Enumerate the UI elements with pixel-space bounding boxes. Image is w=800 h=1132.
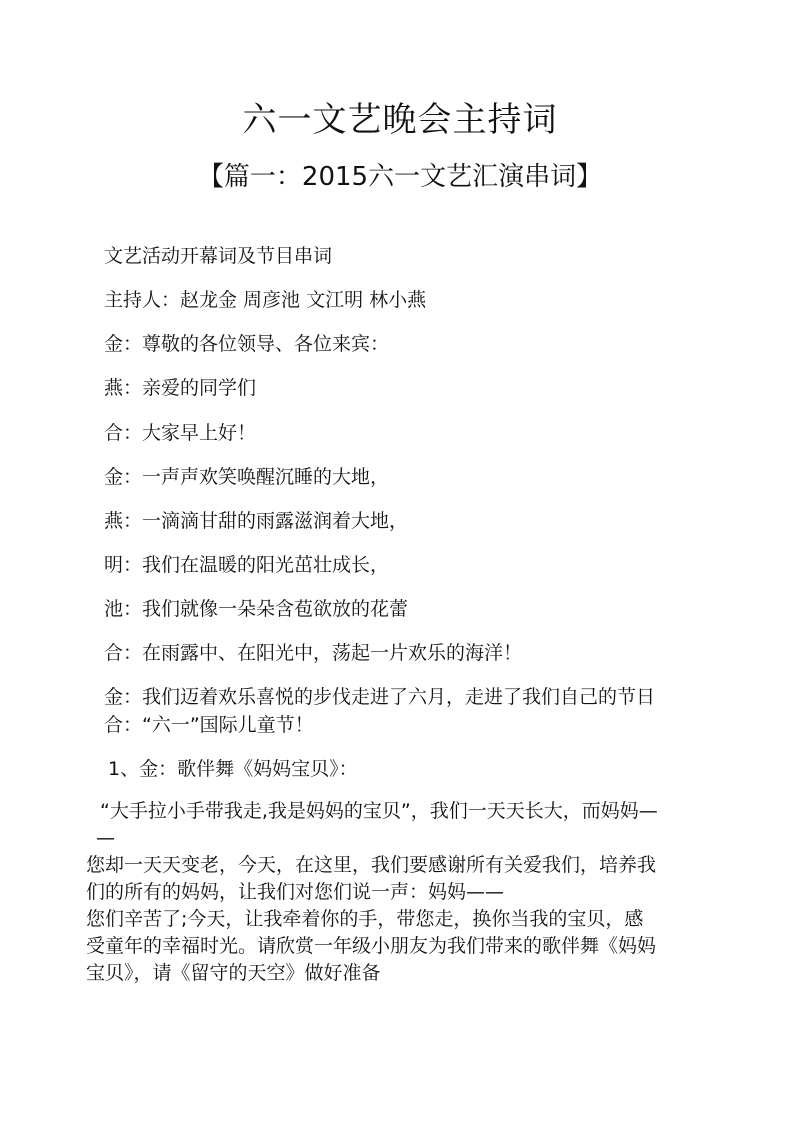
paragraph-line: 受童年的幸福时光。请欣赏一年级小朋友为我们带来的歌伴舞《妈妈	[86, 935, 657, 957]
paragraph-line: “大手拉小手带我走,我是妈妈的宝贝”，我们一天天长大，而妈妈—	[100, 800, 658, 822]
text-line: 金：一声声欢笑唤醒沉睡的大地，	[104, 466, 390, 488]
text-line: 金：我们迈着欢乐喜悦的步伐走进了六月，走进了我们自己的节日	[104, 686, 656, 708]
paragraph-line: —	[96, 827, 115, 849]
document-subtitle: 【篇一：2015六一文艺汇演串词】	[197, 162, 603, 192]
text-line: 燕：一滴滴甘甜的雨露滋润着大地，	[104, 510, 409, 532]
paragraph-line: 宝贝》，请《留守的天空》做好准备	[86, 962, 381, 984]
paragraph-line: 您们辛苦了;今天，让我牵着你的手，带您走，换你当我的宝贝，感	[86, 908, 644, 930]
paragraph-line: 您却一天天变老，今天，在这里，我们要感谢所有关爱我们，培养我	[86, 854, 657, 876]
text-line: 合：大家早上好！	[104, 422, 257, 444]
text-line: 明：我们在温暖的阳光茁壮成长，	[104, 554, 390, 576]
program-intro-paragraph	[86, 798, 716, 987]
text-line: 合：“六一”国际儿童节！	[104, 714, 314, 736]
text-line: 合：在雨露中、在阳光中，荡起一片欢乐的海洋！	[104, 642, 523, 664]
text-line: 金：尊敬的各位领导、各位来宾：	[104, 333, 390, 355]
text-line-opening: 文艺活动开幕词及节目串词	[104, 245, 333, 267]
program-heading: 1、金：歌伴舞《妈妈宝贝》：	[108, 758, 358, 780]
text-line: 池：我们就像一朵朵含苞欲放的花蕾	[104, 598, 409, 620]
text-line-hosts: 主持人：赵龙金 周彦池 文江明 林小燕	[104, 289, 427, 311]
document-title: 六一文艺晚会主持词	[242, 100, 558, 140]
text-line: 燕：亲爱的同学们	[104, 377, 257, 399]
paragraph-line: 们的所有的妈妈，让我们对您们说一声：妈妈——	[86, 881, 505, 903]
